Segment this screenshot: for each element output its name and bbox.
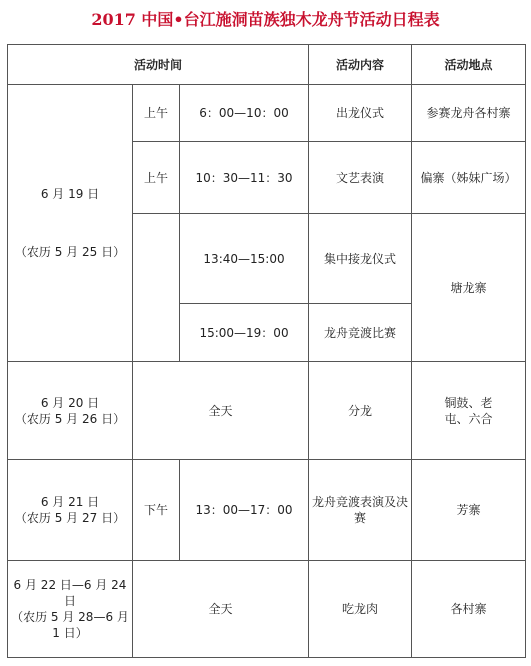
content-cell: 文艺表演 bbox=[309, 142, 412, 214]
time-cell: 全天 bbox=[133, 362, 309, 460]
content-cell: 集中接龙仪式 bbox=[309, 214, 412, 304]
location-text: 铜鼓、老屯、六合 bbox=[444, 395, 493, 426]
location-cell bbox=[412, 362, 526, 460]
time-cell: 10：30—11：30 bbox=[180, 142, 309, 214]
date-text: 6 月 22 日—6 月 24 日 bbox=[13, 578, 127, 608]
date-text: 6 月 19 日 bbox=[40, 187, 100, 201]
page-title: 2017 中国•台江施洞苗族独木龙舟节活动日程表 bbox=[91, 10, 440, 29]
location-cell: 塘龙寨 bbox=[412, 214, 526, 362]
period-cell bbox=[133, 214, 180, 362]
location-cell: 各村寨 bbox=[412, 561, 526, 658]
content-cell: 吃龙肉 bbox=[309, 561, 412, 658]
time-cell: 13:40—15:00 bbox=[180, 214, 309, 304]
date-cell bbox=[8, 85, 133, 362]
time-cell: 13：00—17：00 bbox=[180, 460, 309, 561]
location-cell: 芳寨 bbox=[412, 460, 526, 561]
header-location: 活动地点 bbox=[412, 45, 526, 85]
date-cell bbox=[8, 362, 133, 460]
period-cell: 上午 bbox=[133, 142, 180, 214]
table-row bbox=[8, 85, 526, 142]
period-cell: 上午 bbox=[133, 85, 180, 142]
lunar-date-text: （农历 5 月 25 日） bbox=[14, 245, 126, 259]
time-cell: 全天 bbox=[133, 561, 309, 658]
lunar-date-text: （农历 5 月 28—6 月 1 日） bbox=[11, 610, 129, 640]
table-row bbox=[8, 362, 526, 460]
content-cell: 龙舟竞渡比赛 bbox=[309, 304, 412, 362]
location-cell: 偏寨（姊妹广场） bbox=[412, 142, 526, 214]
period-cell: 下午 bbox=[133, 460, 180, 561]
date-text: 6 月 21 日 bbox=[40, 495, 100, 509]
date-text: 6 月 20 日 bbox=[40, 395, 100, 410]
time-cell: 15:00—19：00 bbox=[180, 304, 309, 362]
time-cell: 6：00—10：00 bbox=[180, 85, 309, 142]
date-cell bbox=[8, 460, 133, 561]
header-time: 活动时间 bbox=[8, 45, 309, 85]
table-row bbox=[8, 561, 526, 658]
schedule-table bbox=[7, 44, 526, 658]
content-cell: 分龙 bbox=[309, 362, 412, 460]
lunar-date-text: （农历 5 月 27 日） bbox=[14, 511, 126, 525]
table-row bbox=[8, 460, 526, 561]
content-cell: 出龙仪式 bbox=[309, 85, 412, 142]
location-cell: 参赛龙舟各村寨 bbox=[412, 85, 526, 142]
header-content: 活动内容 bbox=[309, 45, 412, 85]
table-header-row bbox=[8, 45, 526, 85]
lunar-date-text: （农历 5 月 26 日） bbox=[14, 411, 126, 426]
date-cell bbox=[8, 561, 133, 658]
content-cell: 龙舟竞渡表演及决赛 bbox=[309, 460, 412, 561]
